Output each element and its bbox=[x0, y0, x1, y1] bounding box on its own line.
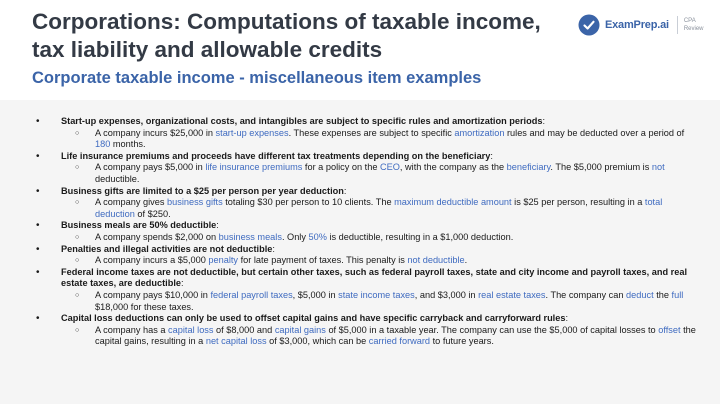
example-text: of $250. bbox=[134, 208, 171, 219]
highlighted-term: business meals bbox=[218, 231, 282, 242]
rule-text: Life insurance premiums and proceeds have different tax treatments depending on the beneficiary bbox=[61, 150, 491, 161]
highlighted-term: 180 bbox=[95, 139, 111, 150]
example-text: to future years. bbox=[430, 336, 494, 347]
highlighted-term: business gifts bbox=[167, 197, 223, 208]
list-item bbox=[36, 244, 702, 267]
list-item bbox=[36, 151, 702, 186]
list-item bbox=[36, 267, 702, 313]
list-item bbox=[36, 116, 702, 151]
example-text: is deductible, resulting in a $1,000 deduction. bbox=[326, 231, 514, 242]
highlighted-term: life insurance premiums bbox=[205, 162, 303, 173]
rule-text: : bbox=[272, 243, 275, 254]
rule-text: Capital loss deductions can only be used to offset capital gains and have specific carryback and carryforward rules bbox=[61, 313, 566, 324]
example-text: A company incurs $25,000 in bbox=[95, 127, 216, 138]
list-item bbox=[36, 313, 702, 348]
highlighted-term: 50% bbox=[308, 231, 327, 242]
example-text: totaling $30 per person to 10 clients. The bbox=[222, 197, 395, 208]
highlighted-term: penalty bbox=[208, 255, 239, 266]
rule-text: : bbox=[565, 313, 569, 324]
rule-text: : bbox=[542, 116, 545, 126]
logo-tag bbox=[684, 17, 704, 33]
rule-heading bbox=[61, 186, 702, 198]
rule-text: Federal income taxes are not deductible, but certain other taxes, such as federal payroll taxes, state and city income and payroll taxes, and real estate taxes, are deductible bbox=[61, 266, 687, 289]
rule-heading bbox=[61, 313, 702, 325]
rule-heading bbox=[61, 220, 702, 232]
example-text: . bbox=[464, 255, 468, 266]
highlighted-term: offset bbox=[658, 324, 681, 335]
example-text: of $5,000 in a taxable year. The company can use the $5,000 of capital losses to bbox=[325, 324, 659, 335]
rule-text: Penalties and illegal activities are not deductible bbox=[61, 243, 273, 254]
highlighted-term: maximum deductible amount bbox=[394, 197, 512, 208]
rule-text: : bbox=[216, 220, 219, 231]
example-text: . These expenses are subject to specific bbox=[288, 127, 455, 138]
highlighted-term: start-up expenses bbox=[215, 127, 289, 138]
rule-heading bbox=[61, 116, 702, 128]
logo-tag-top: CPA bbox=[683, 18, 696, 24]
example-text: , and $3,000 in bbox=[414, 289, 479, 300]
highlighted-term: deduct bbox=[626, 289, 654, 300]
rule-example bbox=[61, 325, 702, 348]
highlighted-term: beneficiary bbox=[506, 162, 551, 173]
example-text: , with the company as the bbox=[399, 162, 507, 173]
example-text: of $3,000, which can be bbox=[266, 336, 369, 347]
example-text: the capital gains, resulting in a bbox=[95, 324, 696, 347]
highlighted-term: real estate taxes bbox=[478, 289, 546, 300]
logo-tag-bottom: Review bbox=[683, 26, 704, 32]
rule-example bbox=[61, 232, 702, 244]
example-text: the bbox=[653, 289, 672, 300]
rule-example bbox=[61, 290, 702, 313]
highlighted-term: CEO bbox=[380, 162, 400, 173]
list-item bbox=[36, 186, 702, 221]
logo-wordmark: ExamPrep.ai bbox=[605, 19, 669, 31]
highlighted-term: carried forward bbox=[368, 336, 431, 347]
example-text: rules and may be deducted over a period of bbox=[504, 127, 685, 138]
example-text: A company incurs a $5,000 bbox=[95, 255, 209, 266]
example-text: A company gives bbox=[95, 197, 168, 208]
list-item bbox=[36, 220, 702, 243]
rule-text: : bbox=[490, 150, 493, 161]
highlighted-term: full bbox=[671, 289, 684, 300]
example-text: . The company can bbox=[545, 289, 627, 300]
example-text: for late payment of taxes. This penalty is bbox=[238, 255, 408, 266]
rule-example bbox=[61, 162, 702, 185]
example-text: A company pays $5,000 in bbox=[95, 162, 206, 173]
rule-text: : bbox=[343, 185, 347, 196]
example-text: $18,000 for these taxes. bbox=[95, 301, 194, 312]
example-text: . The $5,000 premium is bbox=[550, 162, 652, 173]
example-text: for a policy on the bbox=[302, 162, 380, 173]
highlighted-term: not bbox=[651, 162, 665, 173]
example-text: A company spends $2,000 on bbox=[95, 231, 219, 242]
example-text: A company pays $10,000 in bbox=[95, 289, 211, 300]
examprep-logo-icon bbox=[578, 14, 600, 36]
highlighted-term: capital gains bbox=[274, 324, 326, 335]
rule-example bbox=[61, 197, 702, 220]
example-text: months. bbox=[110, 139, 146, 150]
slide-content bbox=[0, 100, 720, 404]
example-text: , $5,000 in bbox=[292, 289, 339, 300]
rule-example bbox=[61, 128, 702, 151]
example-text: deductible. bbox=[95, 173, 140, 184]
example-text: . Only bbox=[281, 231, 309, 242]
example-text: A company has a bbox=[95, 324, 169, 335]
highlighted-term: not deductible bbox=[407, 255, 465, 266]
example-text: is $25 per person, resulting in a bbox=[511, 197, 645, 208]
rule-heading bbox=[61, 244, 702, 256]
rule-heading bbox=[61, 267, 702, 290]
example-list bbox=[36, 116, 702, 348]
example-text: of $8,000 and bbox=[213, 324, 275, 335]
page-subtitle: Corporate taxable income - miscellaneous item examples bbox=[32, 69, 482, 87]
highlighted-term: net capital loss bbox=[205, 336, 267, 347]
logo-divider bbox=[677, 16, 678, 34]
highlighted-term: capital loss bbox=[168, 324, 214, 335]
page-title: Corporations: Computations of taxable income, tax liability and allowable credits bbox=[32, 9, 541, 62]
rule-text: Business gifts are limited to a $25 per person per year deduction bbox=[61, 185, 344, 196]
rule-text: Start-up expenses, organizational costs, and intangibles are subject to specific rules and amortization periods bbox=[61, 116, 543, 126]
examprep-logo[interactable] bbox=[578, 14, 704, 36]
rule-text: : bbox=[181, 278, 184, 289]
highlighted-term: total deduction bbox=[95, 197, 663, 219]
highlighted-term: amortization bbox=[454, 127, 505, 138]
highlighted-term: state income taxes bbox=[338, 289, 415, 300]
slide-header bbox=[0, 0, 720, 96]
rule-text: Business meals are 50% deductible bbox=[61, 220, 217, 231]
rule-example bbox=[61, 255, 702, 267]
rule-heading bbox=[61, 151, 702, 163]
highlighted-term: federal payroll taxes bbox=[210, 289, 293, 300]
